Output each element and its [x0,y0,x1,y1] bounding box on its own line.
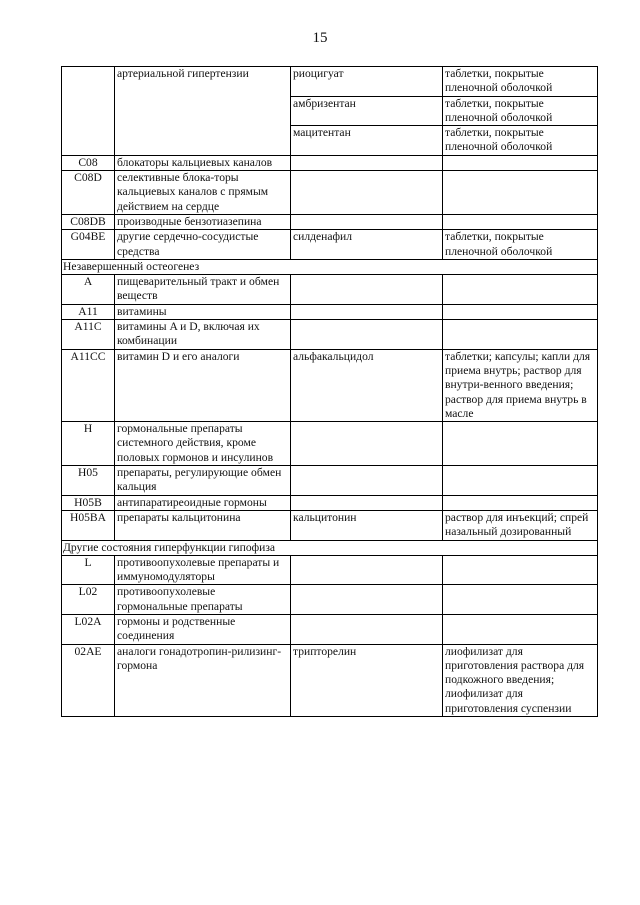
atc-code-cell: H05BA [62,510,115,540]
drug-name-cell [291,555,443,585]
atc-group-cell: противоопухолевые препараты и иммуномодуляторы [115,555,291,585]
dosage-form-cell [443,171,598,215]
atc-code-cell: A11CC [62,349,115,421]
dosage-form-cell [443,304,598,319]
dosage-form-cell: таблетки, покрытые пленочной оболочкой [443,67,598,97]
atc-code-cell: L02A [62,614,115,644]
dosage-form-cell [443,466,598,496]
dosage-form-cell [443,495,598,510]
atc-group-cell: витамины [115,304,291,319]
atc-code-cell: H05 [62,466,115,496]
atc-group-cell: блокаторы кальциевых каналов [115,155,291,170]
dosage-form-cell: лиофилизат для приготовления раствора для подкожного введения; лиофилизат для приготовления суспензии [443,644,598,716]
atc-group-cell: производные бензотиазепина [115,214,291,229]
atc-group-cell: витамин D и его аналоги [115,349,291,421]
table-row [62,304,598,319]
drug-name-cell [291,171,443,215]
table-row [62,510,598,540]
atc-code-cell: C08D [62,171,115,215]
atc-group-cell: противоопухолевые гормональные препараты [115,585,291,615]
table-row [62,495,598,510]
drug-name-cell: риоцигуат [291,67,443,97]
atc-group-cell: препараты, регулирующие обмен кальция [115,466,291,496]
table-row [62,214,598,229]
drug-name-cell [291,304,443,319]
dosage-form-cell [443,585,598,615]
dosage-form-cell [443,320,598,350]
table-row [62,466,598,496]
atc-code-cell: L02 [62,585,115,615]
atc-code-cell: C08DB [62,214,115,229]
atc-group-cell: пищеварительный тракт и обмен веществ [115,275,291,305]
atc-group-cell: артериальной гипертензии [115,67,291,156]
table-row [62,644,598,716]
drug-name-cell [291,320,443,350]
drug-name-cell: мацитентан [291,126,443,156]
atc-code-cell [62,67,115,156]
table-row [62,275,598,305]
table-row [62,555,598,585]
drug-name-cell [291,614,443,644]
drug-name-cell [291,495,443,510]
page-number: 15 [312,30,328,46]
atc-code-cell: H05B [62,495,115,510]
table-row [62,422,598,466]
drug-name-cell [291,422,443,466]
drug-name-cell [291,585,443,615]
atc-group-cell: другие сердечно-сосудистые средства [115,230,291,260]
section-row [62,259,598,274]
drug-name-cell: силденафил [291,230,443,260]
atc-code-cell: 02AE [62,644,115,716]
table-row [62,230,598,260]
atc-group-cell: гормоны и родственные соединения [115,614,291,644]
atc-group-cell: витамины A и D, включая их комбинации [115,320,291,350]
drug-name-cell: амбризентан [291,96,443,126]
atc-group-cell: препараты кальцитонина [115,510,291,540]
dosage-form-cell [443,422,598,466]
dosage-form-cell: таблетки, покрытые пленочной оболочкой [443,126,598,156]
drug-name-cell [291,466,443,496]
dosage-form-cell [443,155,598,170]
dosage-form-cell [443,555,598,585]
atc-code-cell: L [62,555,115,585]
section-row [62,540,598,555]
drug-name-cell [291,214,443,229]
table-row [62,614,598,644]
atc-code-cell: G04BE [62,230,115,260]
table-row [62,585,598,615]
table-row [62,67,598,97]
atc-code-cell: A [62,275,115,305]
atc-group-cell: антипаратиреоидные гормоны [115,495,291,510]
atc-code-cell: A11 [62,304,115,319]
table-row [62,155,598,170]
atc-group-cell: аналоги гонадотропин-рилизинг-гормона [115,644,291,716]
atc-group-cell: гормональные препараты системного действия, кроме половых гормонов и инсулинов [115,422,291,466]
table-row [62,320,598,350]
drug-name-cell: трипторелин [291,644,443,716]
dosage-form-cell: таблетки; капсулы; капли для приема внутрь; раствор для внутри-венного введения; раствор для приема внутрь в масле [443,349,598,421]
drug-name-cell [291,155,443,170]
drug-table [61,66,598,717]
atc-code-cell: A11C [62,320,115,350]
dosage-form-cell: таблетки, покрытые пленочной оболочкой [443,230,598,260]
drug-name-cell: кальцитонин [291,510,443,540]
dosage-form-cell [443,214,598,229]
atc-group-cell: селективные блока-торы кальциевых каналов с прямым действием на сердце [115,171,291,215]
dosage-form-cell: таблетки, покрытые пленочной оболочкой [443,96,598,126]
dosage-form-cell [443,275,598,305]
dosage-form-cell: раствор для инъекций; спрей назальный дозированный [443,510,598,540]
section-heading: Незавершенный остеогенез [62,259,598,274]
drug-name-cell [291,275,443,305]
drug-name-cell: альфакальцидол [291,349,443,421]
table-row [62,171,598,215]
section-heading: Другие состояния гиперфункции гипофиза [62,540,598,555]
table-row [62,349,598,421]
atc-code-cell: C08 [62,155,115,170]
atc-code-cell: H [62,422,115,466]
dosage-form-cell [443,614,598,644]
